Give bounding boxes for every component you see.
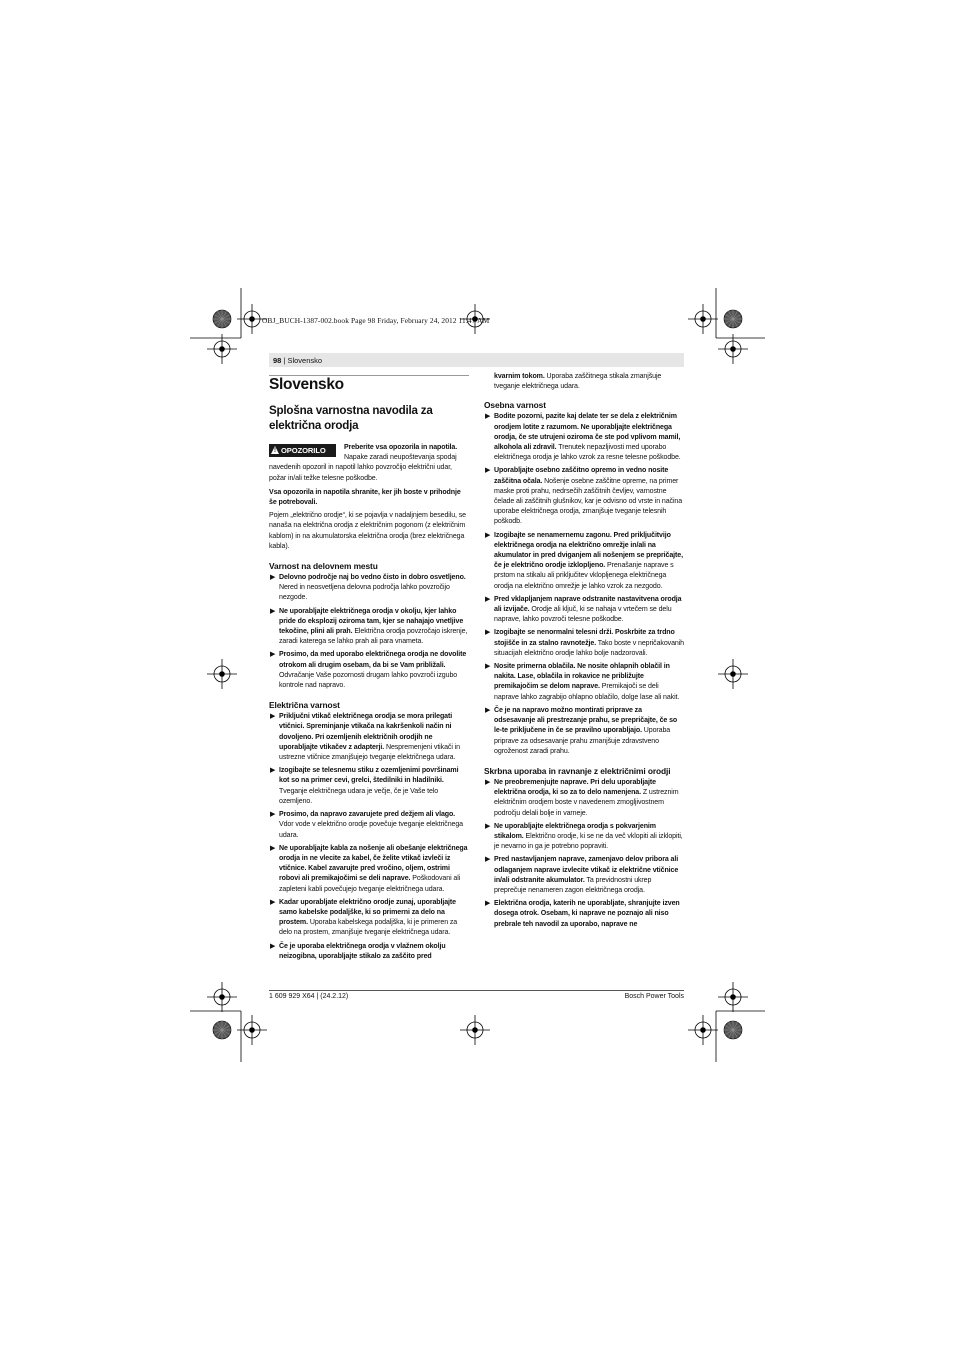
item-bold: Če je na napravo možno montirati priprave za odsesavanje ali prestrezanje prahu, se prepričajte, če so le-te priključene in če se pravilno uporabljajo. xyxy=(494,706,678,735)
registration-target-icon xyxy=(688,304,718,334)
item-bold: Če je uporaba električnega orodja v vlažnem okolju neizogibna, uporabljajte stikalo za zaščito pred xyxy=(279,942,446,960)
bullet-arrow-icon: ▶ xyxy=(485,629,491,637)
item-bold: Delovno področje naj bo vedno čisto in dobro osvetljeno. xyxy=(279,574,466,582)
item-text: Orodje ali ključ, ki se nahaja v vrtečem se delu naprave, lahko povzroči telesne poškodbe. xyxy=(494,606,672,624)
bullet-arrow-icon: ▶ xyxy=(485,663,491,671)
list-item xyxy=(269,607,469,648)
item-bold: Ne preobremenjujte naprave. Pri delu uporabljajte električna orodja, ki so za to delo namenjena. xyxy=(494,778,656,797)
continued-paragraph: kvarnim tokom. Uporaba zaščitnega stikala zmanjšuje tveganje električnega udara. xyxy=(494,373,662,391)
list-item xyxy=(484,466,684,527)
list-item xyxy=(484,412,684,463)
bullet-arrow-icon: ▶ xyxy=(270,607,276,615)
item-text: Ta previdnostni ukrep preprečuje nenameren zagon električnega orodja. xyxy=(494,876,652,894)
bullet-arrow-icon: ▶ xyxy=(485,413,491,421)
list-care xyxy=(484,778,684,930)
registration-target-icon xyxy=(207,659,237,689)
item-bold: Priključni vtikač električnega orodja se mora prilegati vtičnici. Spreminjanje vtikača na kakršenkoli način ni dovoljeno. Pri ozemljenih električnih orodjih ne uporabljajte vtikačev z adapterji. xyxy=(279,713,453,751)
bullet-arrow-icon: ▶ xyxy=(485,595,491,603)
term-definition: Pojem „električno orodje“, ki se pojavlja v nadaljnjem besedilu, se nanaša na električna orodja z električnim pogonom (z električnim kablom) in na akumulatorska električna orodja (brez električnega kabla). xyxy=(269,512,466,550)
header-section: | Slovensko xyxy=(281,355,323,365)
item-text: Tako boste v nepričakovanih situacijah električno orodje lahko bolje nadzorovali. xyxy=(494,639,684,657)
registration-target-icon xyxy=(718,659,748,689)
item-text: Električna orodja povzročajo iskrenje, zaradi katerega se lahko prah ali para vnameta. xyxy=(279,628,468,646)
item-text: Trenutek nepazljivosti med uporabo električnega orodja je lahko vzrok za resne telesne poškodbe. xyxy=(494,444,681,462)
bullet-arrow-icon: ▶ xyxy=(485,706,491,714)
item-text: Z ustreznim električnim orodjem boste v navedenem zmogljivostnem področju delali bolje in varneje. xyxy=(494,789,679,817)
bullet-arrow-icon: ▶ xyxy=(485,531,491,539)
list-item xyxy=(484,595,684,626)
bullet-arrow-icon: ▶ xyxy=(485,467,491,475)
item-text: Nošenje osebne zaščitne opreme, na primer maske proti prahu, nedrsečih zaščitnih čevljev, varnostne čelade ali zaščitnih glušnikov, kar je odvisno od vrste in načina uporabe električnega orodja, zmanjšuje tveganje telesnih poškodb. xyxy=(494,477,683,526)
registration-target-icon xyxy=(207,982,237,1012)
keep-instructions: Vsa opozorila in napotila shranite, ker jih boste v prihodnje še potrebovali. xyxy=(269,488,461,507)
item-bold: Prosimo, da med uporabo električnega orodja ne dovolite otrokom ali drugim osebam, da bi se Vam približali. xyxy=(279,651,467,669)
warning-block xyxy=(269,443,469,484)
bullet-arrow-icon: ▶ xyxy=(270,844,276,852)
color-bar-disc-icon xyxy=(213,1021,231,1039)
registration-target-icon xyxy=(460,1015,490,1045)
item-bold: Pred vklapljanjem naprave odstranite nastavitvena orodja ali izvijače. xyxy=(494,595,682,614)
list-electrical xyxy=(269,712,469,962)
running-header-bar xyxy=(269,353,684,367)
registration-target-icon xyxy=(718,982,748,1012)
warning-badge xyxy=(269,444,336,457)
page-number: 98 xyxy=(273,355,282,365)
footer-right: Bosch Power Tools xyxy=(624,993,684,1000)
registration-target-icon xyxy=(237,1015,267,1045)
running-header xyxy=(273,356,322,365)
list-item xyxy=(484,778,684,819)
item-text: Električno orodje, ki se ne da več vklopiti ali izklopiti, je nevarno in ga je potrebno popraviti. xyxy=(494,832,683,851)
subheading-personal: Osebna varnost xyxy=(484,400,546,411)
item-text: Prenašanje naprave s prstom na stikalu ali priključitev vklopljenega električnega orodja na električno omrežje je lahko vzrok za nezgodo. xyxy=(494,562,674,590)
item-bold: Kadar uporabljate električno orodje zunaj, uporabljajte samo kabelske podaljške, ki so primerni za delo na prostem. xyxy=(279,898,456,927)
item-bold: Bodite pozorni, pazite kaj delate ter se dela z električnim orodjem lotite z razumom. Ne uporabljajte električnega orodja, če ste utrujeni oziroma če ste pod vplivom mamil, alkohola ali zdravil. xyxy=(494,413,681,452)
bullet-arrow-icon: ▶ xyxy=(270,574,276,582)
color-bar-disc-icon xyxy=(213,310,231,328)
list-item xyxy=(269,898,469,939)
list-item xyxy=(269,844,469,895)
color-bar-disc-icon xyxy=(724,1021,742,1039)
list-item xyxy=(484,855,684,896)
item-bold: Izogibajte se nenamernemu zagonu. Pred priključitvijo električnega orodja na električno omrežje in/ali na akumulator in pred dviganjem ali nošenjem se prepričajte, če je električno orodje izklopljeno. xyxy=(494,531,683,570)
item-text: Poškodovani ali zapleteni kabli povečujejo tveganje električnega udara. xyxy=(279,875,461,893)
color-bar-disc-icon xyxy=(724,310,742,328)
bullet-arrow-icon: ▶ xyxy=(485,856,491,864)
list-item xyxy=(484,706,684,757)
registration-target-icon xyxy=(718,334,748,364)
column-left xyxy=(269,372,469,965)
registration-target-icon xyxy=(688,1015,718,1045)
list-item xyxy=(269,942,469,962)
item-text: Premikajoči se deli naprave lahko zagrabijo ohlapno oblačilo, dolge lase ali nakit. xyxy=(494,683,680,701)
warning-text: Napake zaradi neupoštevanja spodaj navedenih opozoril in napotil lahko povzročijo električni udar, požar in/ali težke telesne poškodbe. xyxy=(269,454,457,482)
list-item xyxy=(269,712,469,763)
item-bold: Izogibajte se nenormalni telesni drži. Poskrbite za trdno stojišče in za stalno ravnotežje. xyxy=(494,629,675,647)
list-personal xyxy=(484,412,684,757)
item-text: Odvračanje Vaše pozornosti drugam lahko povzroči izgubo kontrole nad napravo. xyxy=(279,671,458,690)
registration-target-icon xyxy=(207,334,237,364)
list-workplace xyxy=(269,573,469,691)
warning-triangle-icon: ! xyxy=(271,446,279,454)
item-bold: Prosimo, da napravo zavarujete pred dežjem ali vlago. xyxy=(279,811,456,819)
item-bold: Ne uporabljajte kabla za nošenje ali obešanje električnega orodja in ne vlecite za kabel, če želite vtikač izvleči iz vtičnice. Kabel zavarujte pred vročino, oljem, ostrimi robovi ali premikajočimi se deli naprave. xyxy=(279,844,468,883)
subheading-electrical: Električna varnost xyxy=(269,700,340,711)
list-item xyxy=(269,810,469,841)
item-bold: Ne uporabljajte električnega orodja s pokvarjenim stikalom. xyxy=(494,822,656,840)
bullet-arrow-icon: ▶ xyxy=(485,900,491,908)
list-item xyxy=(484,531,684,592)
item-text: Nespremenjeni vtikači in ustrezne vtičnice zmanjšujejo tveganje električnega udara. xyxy=(279,743,460,762)
item-text: Uporaba priprave za odsesavanje prahu zmanjšuje zdravstveno ogroženost zaradi prahu. xyxy=(494,727,671,755)
subheading-care: Skrbna uporaba in ravnanje z električnimi orodji xyxy=(484,765,671,776)
list-item xyxy=(269,573,469,604)
footer-rule xyxy=(269,990,684,991)
bullet-arrow-icon: ▶ xyxy=(270,898,276,906)
bullet-arrow-icon: ▶ xyxy=(270,651,276,659)
item-bold: Izogibajte se telesnemu stiku z ozemljenimi površinami kot so na primer cevi, grelci, štedilniki in hladilniki. xyxy=(279,767,459,785)
list-item xyxy=(484,662,684,703)
bullet-arrow-icon: ▶ xyxy=(270,713,276,721)
list-item xyxy=(269,766,469,807)
list-item xyxy=(269,650,469,691)
item-text: Nered in neosvetljena delovna področja lahko povzročijo nezgode. xyxy=(279,584,450,602)
page-title: Slovensko xyxy=(269,376,344,393)
item-text: Vdor vode v električno orodje povečuje tveganje električnega udara. xyxy=(279,821,463,839)
item-bold: Uporabljajte osebno zaščitno opremo in vedno nosite zaščitna očala. xyxy=(494,467,669,485)
list-item xyxy=(484,628,684,659)
bullet-arrow-icon: ▶ xyxy=(270,942,276,950)
column-right xyxy=(484,372,684,933)
item-bold: Električna orodja, katerih ne uporabljate, shranjujte izven dosega otrok. Osebam, ki naprave ne poznajo ali niso prebrale teh navodil za uporabo, naprave ne xyxy=(494,900,680,928)
item-bold: Nosite primerna oblačila. Ne nosite ohlapnih oblačil in nakita. Lase, oblačila in rokavice ne približujte premikajočim se delom naprave. xyxy=(494,663,670,691)
bullet-arrow-icon: ▶ xyxy=(270,811,276,819)
list-item xyxy=(484,822,684,853)
warning-label: OPOZORILO xyxy=(281,446,326,455)
subheading-workplace: Varnost na delovnem mestu xyxy=(269,561,378,572)
footer-left: 1 609 929 X64 | (24.2.12) xyxy=(269,993,349,1000)
bullet-arrow-icon: ▶ xyxy=(485,778,491,786)
section-heading: Splošna varnostna navodila za električna orodja xyxy=(269,404,433,432)
item-bold: Ne uporabljajte električnega orodja v okolju, kjer lahko pride do eksplozij oziroma tam, kjer se nahajajo vnetljive tekočine, plini ali prah. xyxy=(279,607,464,636)
print-slug: OBJ_BUCH-1387-002.book Page 98 Friday, February 24, 2012 11:47 AM xyxy=(262,316,490,325)
item-bold: Pred nastavljanjem naprave, zamenjavo delov pribora ali odlaganjem naprave izvlecite vtikač iz električne vtičnice in/ali odstranite akumulator. xyxy=(494,856,679,884)
list-item xyxy=(484,899,684,930)
bullet-arrow-icon: ▶ xyxy=(270,767,276,775)
item-text: Tveganje električnega udara je večje, če je Vaše telo ozemljeno. xyxy=(279,787,439,805)
item-text: Uporaba kabelskega podaljška, ki je primeren za delo na prostem, zmanjšuje tveganje električnega udara. xyxy=(279,919,458,937)
bullet-arrow-icon: ▶ xyxy=(485,822,491,830)
warning-bold: Preberite vsa opozorila in napotila. xyxy=(344,444,458,451)
